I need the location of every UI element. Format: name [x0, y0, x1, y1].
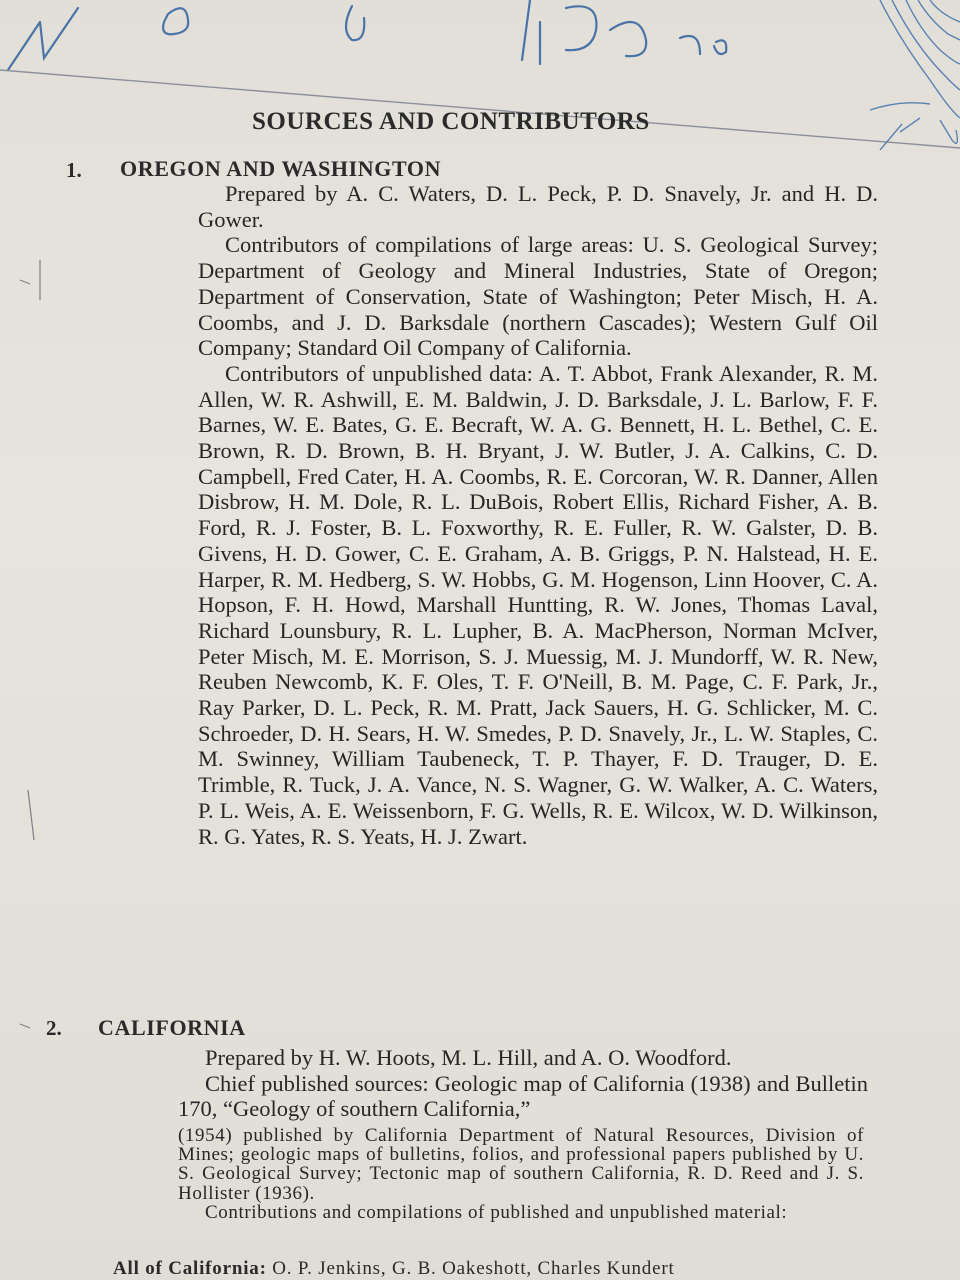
- paragraph-chief-sources: Chief published sources: Geologic map of California (1938) and Bulletin 170, “Geology of southern California,”: [178, 1070, 868, 1122]
- section-body: [198, 181, 878, 849]
- paragraph-unpublished: Contributors of unpublished data: A. T. Abbot, Frank Alexander, R. M. Allen, W. R. Ashwill, E. M. Baldwin, J. D. Barksdale, J. L. Barlow, F. F. Barnes, W. E. Bates, G. E. Becraft, W. A. G. Bennett, H. L. Bethel, C. E. Brown, R. D. Brown, B. H. Bryant, J. W. Butler, J. A. Calkins, C. D. Campbell, Fred Cater, H. A. Coombs, R. E. Corcoran, W. R. Danner, Allen Disbrow, H. M. Dole, R. L. DuBois, Robert Ellis, Richard Fisher, A. B. Ford, R. J. Foster, B. L. Foxworthy, R. E. Fuller, R. W. Galster, D. B. Givens, H. D. Gower, C. E. Graham, A. B. Griggs, P. N. Halstead, H. E. Harper, R. M. Hedberg, S. W. Hobbs, G. M. Hogenson, Linn Hoover, C. A. Hopson, F. H. Howd, Marshall Huntting, R. W. Jones, Thomas Laval, Richard Lounsbury, R. L. Lupher, B. A. MacPherson, Norman McIver, Peter Misch, M. E. Morrison, S. J. Muessig, M. J. Mundorff, W. R. New, Reuben Newcomb, K. F. Oles, T. F. O'Neill, B. M. Page, C. F. Park, Jr., Ray Parker, D. L. Peck, R. M. Pratt, Jack Sauers, H. G. Schlicker, M. C. Schroeder, D. H. Sears, H. W. Smedes, P. D. Snavely, Jr., L. W. Staples, C. M. Swinney, William Taubeneck, T. P. Thayer, F. D. Trauger, D. E. Trimble, R. Tuck, J. A. Vance, N. S. Wagner, G. W. Walker, A. C. Waters, P. L. Weis, A. E. Weissenborn, F. G. Wells, R. E. Wilcox, W. D. Wilkinson, R. G. Yates, R. S. Yeats, H. J. Zwart.: [198, 360, 878, 849]
- subhead-label: All of California:: [113, 1258, 267, 1279]
- paragraph-compilations: Contributors of compilations of large areas: U. S. Geological Survey; Department of Geology and Mineral Industries, State of Oregon; Department of Conservation, State of Washington; Peter Misch, H. A. Coombs, and J. D. Barksdale (northern Cascades); Western Gulf Oil Company; Standard Oil Company of California.: [198, 232, 878, 361]
- section-title: OREGON AND WASHINGTON: [120, 156, 442, 181]
- subhead-text: O. P. Jenkins, G. B. Oakeshott, Charles Kundert: [272, 1258, 675, 1279]
- subhead-line: [113, 1258, 675, 1280]
- handwriting-text: [420, 40, 485, 51]
- section-number: 1.: [66, 158, 82, 182]
- section-title: CALIFORNIA: [98, 1015, 246, 1040]
- section-body-small: [178, 1126, 864, 1222]
- margin-tick-marks: [20, 260, 40, 1028]
- paragraph-prepared-by: Prepared by H. W. Hoots, M. L. Hill, and A. O. Woodford.: [205, 1045, 732, 1070]
- paragraph-contributions: Contributions and compilations of published and unpublished material:: [205, 1201, 788, 1223]
- paragraph-published-by: (1954) published by California Department of Natural Resources, Division of Mines; geologic maps of bulletins, folios, and professional papers published by U. S. Geological Survey; Tectonic map of southern California, R. D. Reed and J. S. Hollister (1936).: [178, 1125, 864, 1204]
- paragraph-prepared-by: Prepared by A. C. Waters, D. L. Peck, P. D. Snavely, Jr. and H. D. Gower.: [198, 181, 878, 232]
- section-number: 2.: [46, 1016, 62, 1040]
- section-body: [178, 1045, 868, 1122]
- map-contour-lines: [870, 0, 960, 150]
- page-heading: SOURCES AND CONTRIBUTORS: [252, 108, 650, 135]
